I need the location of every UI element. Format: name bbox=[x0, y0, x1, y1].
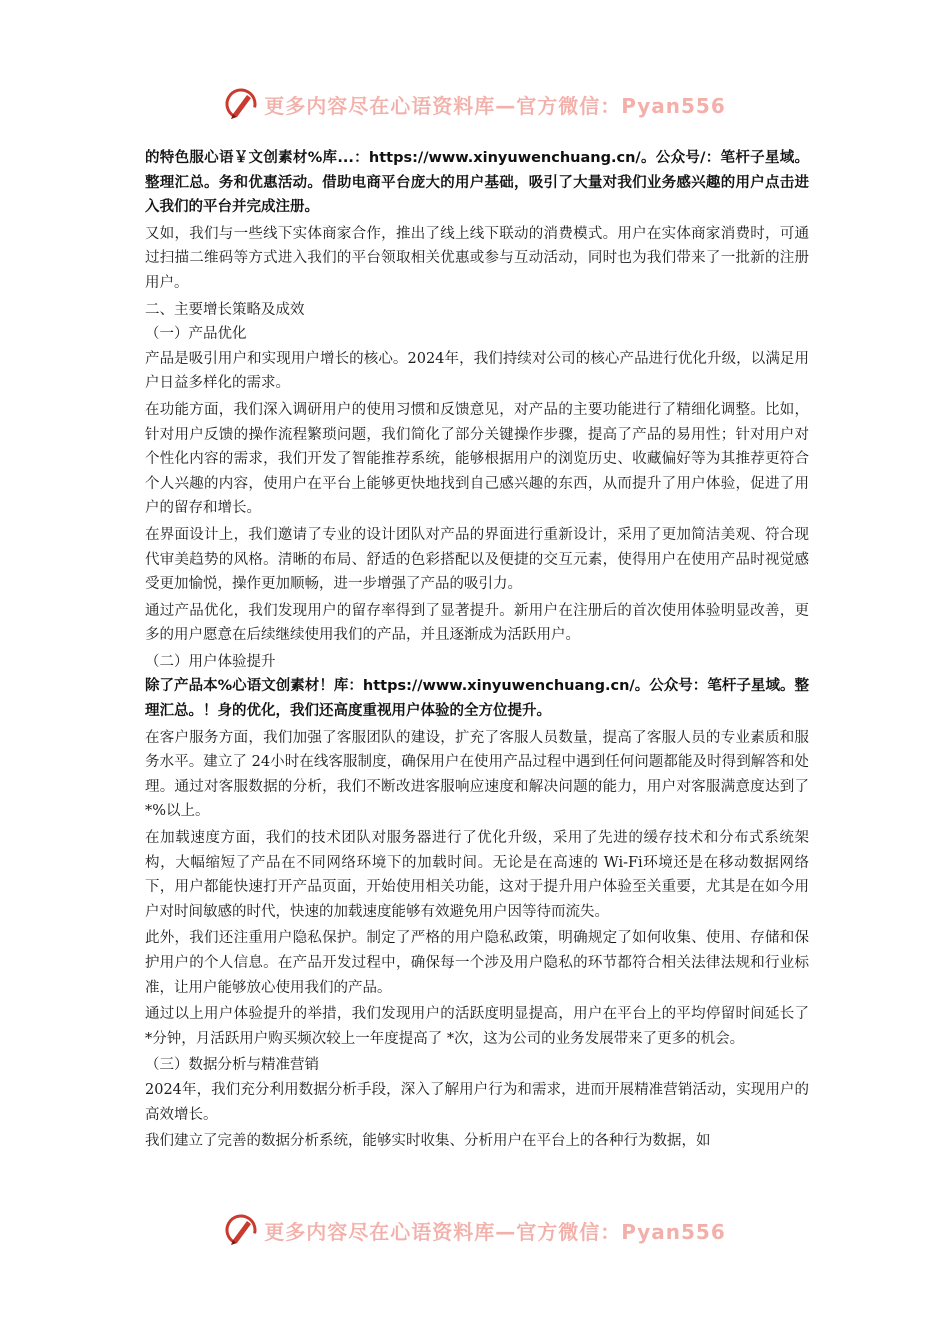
paragraph: 2024年，我们充分利用数据分析手段，深入了解用户行为和需求，进而开展精准营销活动，实现用户的高效增长。 bbox=[145, 1081, 809, 1123]
paragraph: 除了产品本%心语文创素材！库：https://www.xinyuwenchuang.cn/。公众号：笔杆子星域。整理汇总。！身的优化，我们还高度重视用户体验的全方位提升。 bbox=[145, 678, 809, 720]
paragraph: 产品是吸引用户和实现用户增长的核心。2024年，我们持续对公司的核心产品进行优化升级，以满足用户日益多样化的需求。 bbox=[145, 350, 809, 392]
paragraph: 又如，我们与一些线下实体商家合作，推出了线上线下联动的消费模式。用户在实体商家消费时，可通过扫描二维码等方式进入我们的平台领取相关优惠或参与互动活动，同时也为我们带来了一批新的注册用户。 bbox=[145, 225, 809, 291]
subsection-heading: （三）数据分析与精准营销 bbox=[145, 1057, 319, 1074]
banner-text: 更多内容尽在心语资料库—官方微信：Pyan556 bbox=[264, 1219, 726, 1244]
section-heading: 二、主要增长策略及成效 bbox=[145, 301, 305, 318]
paragraph: 在加载速度方面，我们的技术团队对服务器进行了优化升级，采用了先进的缓存技术和分布式系统架构，大幅缩短了产品在不同网络环境下的加载时间。无论是在高速的 Wi-Fi环境还是在移动数据网络下，用户都能快速打开产品页面，开始使用相关功能，这对于提升用户体验至关重要，尤其是在如今用户对时间敏感的时代，快速的加载速度能够有效避免用户因等待而流失。 bbox=[145, 830, 809, 920]
paragraph: 我们建立了完善的数据分析系统，能够实时收集、分析用户在平台上的各种行为数据，如 bbox=[145, 1133, 711, 1150]
subsection-heading: （二）用户体验提升 bbox=[145, 653, 276, 670]
pen-logo-icon bbox=[224, 87, 258, 121]
paragraph: 此外，我们还注重用户隐私保护。制定了严格的用户隐私政策，明确规定了如何收集、使用、存储和保护用户的个人信息。在产品开发过程中，确保每一个涉及用户隐私的环节都符合相关法律法规和行业标准，让用户能够放心使用我们的产品。 bbox=[145, 930, 809, 996]
paragraph: 通过产品优化，我们发现用户的留存率得到了显著提升。新用户在注册后的首次使用体验明显改善，更多的用户愿意在后续继续使用我们的产品，并且逐渐成为活跃用户。 bbox=[145, 602, 809, 644]
banner-text: 更多内容尽在心语资料库—官方微信：Pyan556 bbox=[264, 93, 726, 118]
paragraph: 通过以上用户体验提升的举措，我们发现用户的活跃度明显提高，用户在平台上的平均停留时间延长了 *分钟，月活跃用户购买频次较上一年度提高了 *次，这为公司的业务发展带来了更多的机会。 bbox=[145, 1006, 809, 1047]
pen-logo-icon bbox=[224, 1213, 258, 1247]
paragraph: 在客户服务方面，我们加强了客服团队的建设，扩充了客服人员数量，提高了客服人员的专业素质和服务水平。建立了 24小时在线客服制度，确保用户在使用产品过程中遇到任何问题都能及时得到解答和处理。通过对客服数据的分析，我们不断改进客服响应速度和解决问题的能力，用户对客服满意度达到了 *%以上。 bbox=[145, 729, 809, 820]
paragraph: 在界面设计上，我们邀请了专业的设计团队对产品的界面进行重新设计，采用了更加简洁美观、符合现代审美趋势的风格。清晰的布局、舒适的色彩搭配以及便捷的交互元素，使得用户在使用产品时视觉感受更加愉悦，操作更加顺畅，进一步增强了产品的吸引力。 bbox=[145, 526, 809, 593]
document-body bbox=[145, 146, 809, 1156]
paragraph: 在功能方面，我们深入调研用户的使用习惯和反馈意见，对产品的主要功能进行了精细化调整。比如，针对用户反馈的操作流程繁琐问题，我们简化了部分关键操作步骤，提高了产品的易用性；针对用户对个性化内容的需求，我们开发了智能推荐系统，能够根据用户的浏览历史、收藏偏好等为其推荐更符合个人兴趣的内容，使用户在平台上能够更快地找到自己感兴趣的东西，从而提升了用户体验，促进了用户的留存和增长。 bbox=[145, 401, 809, 517]
header-watermark-banner bbox=[0, 82, 950, 126]
subsection-heading: （一）产品优化 bbox=[145, 326, 247, 343]
paragraph: 的特色服心语￥文创素材%库...：https://www.xinyuwenchuang.cn/。公众号/：笔杆子星域。整理汇总。务和优惠活动。借助电商平台庞大的用户基础，吸引了大量对我们业务感兴趣的用户点击进入我们的平台并完成注册。 bbox=[145, 150, 809, 216]
footer-watermark-banner bbox=[0, 1208, 950, 1252]
